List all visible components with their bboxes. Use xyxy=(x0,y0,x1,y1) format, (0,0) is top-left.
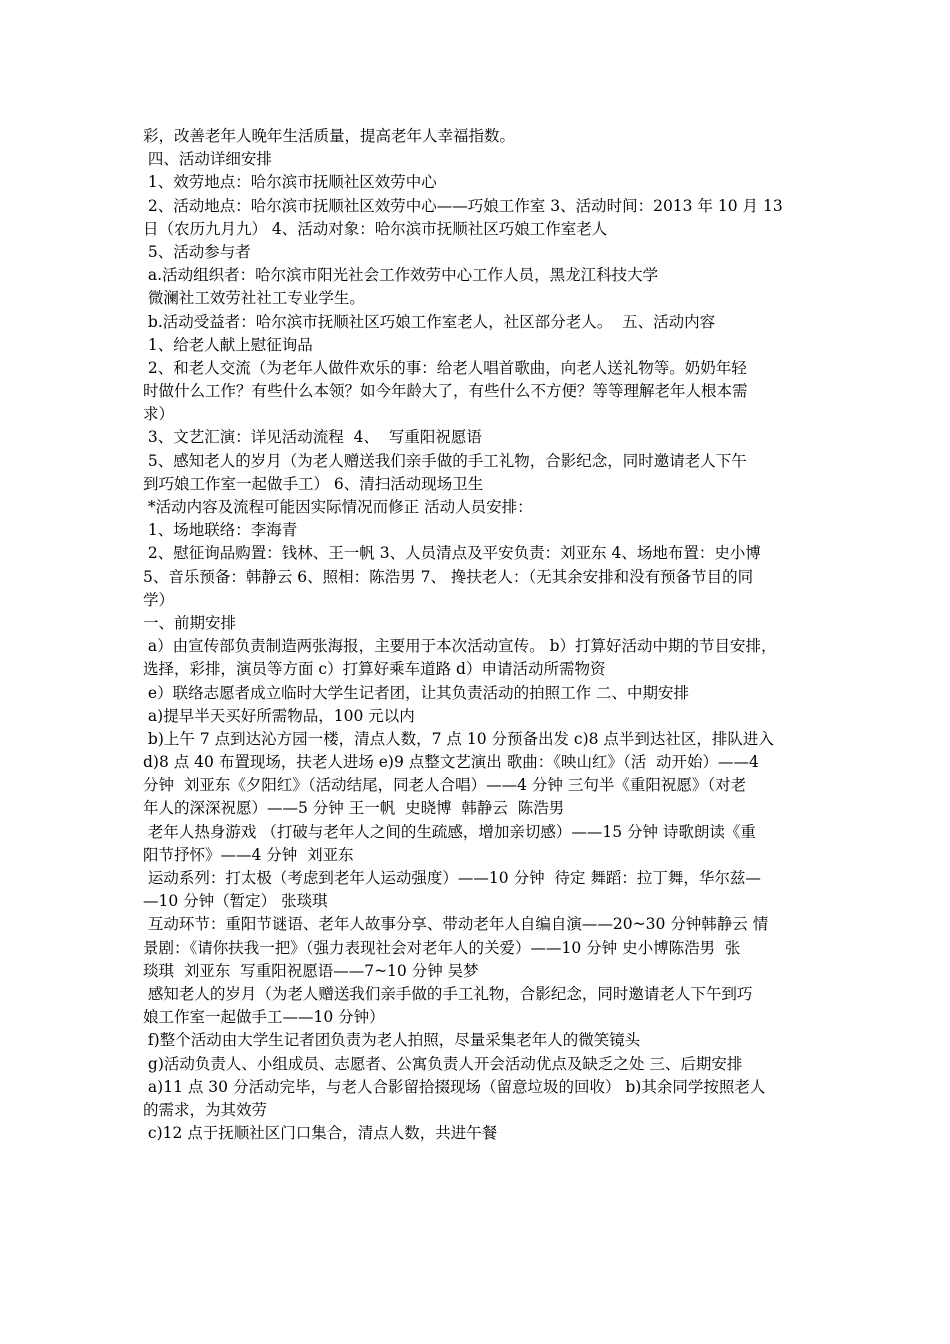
text-line: 5、音乐预备：韩静云 6、照相：陈浩男 7、 搀扶老人：（无其余安排和没有预备节目的同 xyxy=(143,567,754,586)
text-line: d)8 点 40 布置现场，扶老人进场 e)9 点整文艺演出 歌曲：《映山红》（活 动开始）——4 xyxy=(143,753,759,772)
text-line: g)活动负责人、小组成员、志愿者、公寓负责人开会活动优点及缺乏之处 三、后期安排 xyxy=(143,1054,743,1073)
text-line: 1、效劳地点：哈尔滨市抚顺社区效劳中心 xyxy=(143,173,437,192)
text-line: 5、活动参与者 xyxy=(143,242,251,261)
text-line: 运动系列：打太极（考虑到老年人运动强度）——10 分钟 待定 舞蹈：拉丁舞，华尔兹— xyxy=(143,869,761,887)
text-line: 感知老人的岁月（为老人赠送我们亲手做的手工礼物，合影纪念，同时邀请老人下午到巧 xyxy=(143,984,753,1003)
text-line: 琰琪 刘亚东 写重阳祝愿语——7~10 分钟 吴梦 xyxy=(143,961,479,980)
text-line: f)整个活动由大学生记者团负责为老人拍照，尽量采集老年人的微笑镜头 xyxy=(143,1031,641,1050)
text-line: 2、慰征询品购置：钱林、王一帆 3、人员清点及平安负责：刘亚东 4、场地布置：史小博 xyxy=(143,544,761,563)
text-line: a)提早半天买好所需物品，100 元以内 xyxy=(143,706,415,725)
text-line: 年人的深深祝愿）——5 分钟 王一帆 史晓博 韩静云 陈浩男 xyxy=(143,799,565,818)
text-line: b.活动受益者：哈尔滨市抚顺社区巧娘工作室老人，社区部分老人。 五、活动内容 xyxy=(143,312,716,331)
text-line: 彩，改善老年人晚年生活质量，提高老年人幸福指数。 xyxy=(143,127,516,145)
text-line: 的需求，为其效劳 xyxy=(143,1100,268,1119)
text-line: 选择，彩排，演员等方面 c）打算好乘车道路 d）申请活动所需物资 xyxy=(143,660,606,679)
text-line: a)11 点 30 分活动完毕，与老人合影留拾掇现场（留意垃圾的回收） b)其余同学按照老人 xyxy=(143,1077,766,1096)
text-line: a）由宣传部负责制造两张海报，主要用于本次活动宣传。 b）打算好活动中期的节目安排， xyxy=(143,637,777,656)
text-line: 2、和老人交流（为老年人做件欢乐的事：给老人唱首歌曲，向老人送礼物等。奶奶年轻 xyxy=(143,358,747,377)
text-line: 景剧：《请你扶我一把》（强力表现社会对老年人的关爱）——10 分钟 史小博陈浩男 张 xyxy=(143,938,741,957)
text-line: 娘工作室一起做手工——10 分钟） xyxy=(143,1008,385,1027)
text-line: 微澜社工效劳社社工专业学生。 xyxy=(143,289,365,308)
section-heading: 四、活动详细安排 xyxy=(143,150,272,169)
text-line: —10 分钟（暂定） 张琰琪 xyxy=(143,892,328,911)
text-line: 分钟 刘亚东《夕阳红》（活动结尾，同老人合唱）——4 分钟 三句半《重阳祝愿》（对老 xyxy=(143,776,747,795)
text-line: 3、文艺汇演：详见活动流程 4、 写重阳祝愿语 xyxy=(143,428,482,447)
text-line: 老年人热身游戏 （打破与老年人之间的生疏感，增加亲切感）——15 分钟 诗歌朗读《重 xyxy=(143,822,756,841)
text-line: *活动内容及流程可能因实际情况而修正 活动人员安排： xyxy=(143,498,533,516)
text-line: 5、感知老人的岁月（为老人赠送我们亲手做的手工礼物，合影纪念，同时邀请老人下午 xyxy=(143,451,747,470)
text-line: 1、给老人献上慰征询品 xyxy=(143,335,313,354)
document-body xyxy=(143,125,811,1145)
text-line: a.活动组织者：哈尔滨市阳光社会工作效劳中心工作人员，黑龙江科技大学 xyxy=(143,266,659,285)
text-line: b)上午 7 点到达沁方园一楼，清点人数，7 点 10 分预备出发 c)8 点半到达社区，排队进入 xyxy=(143,729,774,748)
text-line: 日（农历九月九） 4、活动对象：哈尔滨市抚顺社区巧娘工作室老人 xyxy=(143,219,608,238)
text-line: c)12 点于抚顺社区门口集合，清点人数，共进午餐 xyxy=(143,1124,498,1143)
text-line: 1、场地联络：李海青 xyxy=(143,521,298,540)
text-line: 时做什么工作？有些什么本领？如今年龄大了，有些什么不方便？等等理解老年人根本需 xyxy=(143,382,748,401)
text-line: 阳节抒怀》——4 分钟 刘亚东 xyxy=(143,845,354,864)
text-line: 学） xyxy=(143,590,175,609)
text-line: 2、活动地点：哈尔滨市抚顺社区效劳中心——巧娘工作室 3、活动时间：2013 年 10 月 13 xyxy=(143,196,783,215)
text-line: 到巧娘工作室一起做手工） 6、清扫活动现场卫生 xyxy=(143,474,484,493)
section-heading: 一、前期安排 xyxy=(143,613,237,632)
text-line: 求） xyxy=(143,405,175,424)
text-line: e）联络志愿者成立临时大学生记者团，让其负责活动的拍照工作 二、中期安排 xyxy=(143,683,690,702)
text-line: 互动环节：重阳节谜语、老年人故事分享、带动老年人自编自演——20~30 分钟韩静云 情 xyxy=(143,915,769,934)
